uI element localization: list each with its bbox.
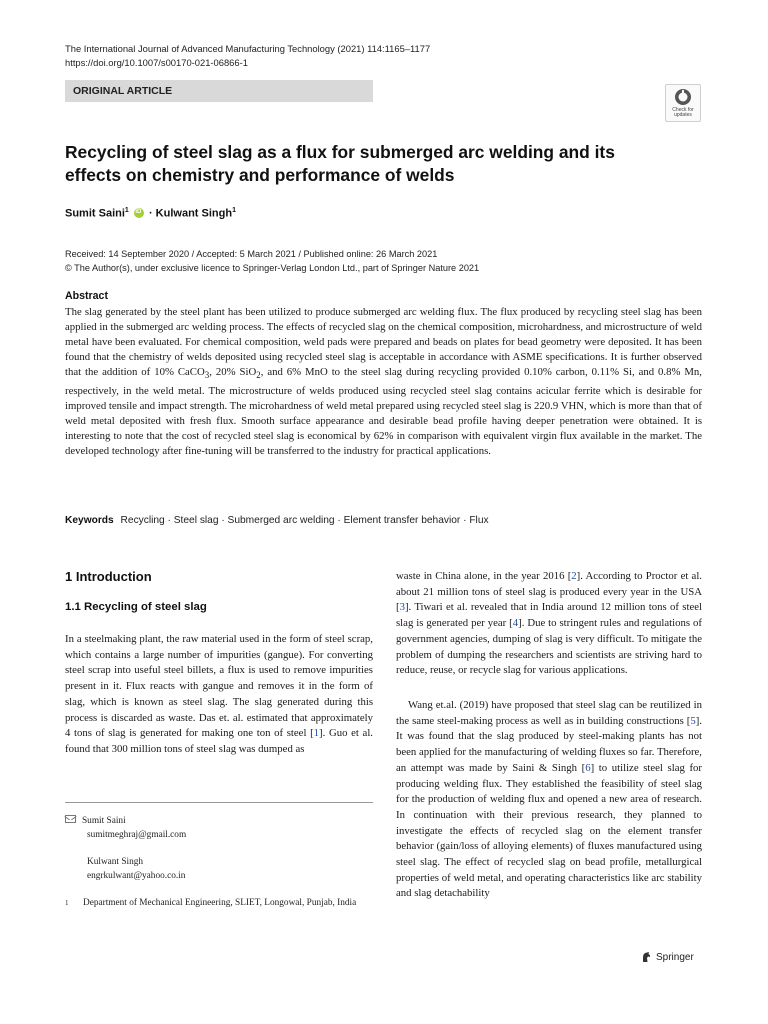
paragraph-text: In a steelmaking plant, the raw material used in the form of steel scrap, which contains a large number of impurities (gangue). For converting steel scrap into useful steel billets, a flux is used to remove impurities present in it. Flux reacts with gangue and removes it in the form of slag, which is known as steel slag. The slag generated during this process is discarded as waste. Das et. al. estimated that approximately 4 tons of slag is generated for making one ton of steel [ — [65, 633, 373, 740]
body-paragraph — [396, 569, 702, 679]
author-email[interactable]: sumitmeghraj@gmail.com — [87, 829, 187, 840]
envelope-icon — [65, 815, 76, 823]
copyright-line: © The Author(s), under exclusive licence to Springer-Verlag London Ltd., part of Springer Nature 2021 — [65, 262, 480, 273]
abstract-text-part: , and 6% MnO to the steel slag during recycling provided 0.10% carbon, 0.11% Si, and 0.8% Mn, respectively, in the weld metal. The microstructure of welds produced using recycled steel slag contains acicular ferrite which is desirable for improved tensile and impact strength. The microhardness of weld metal prepared using recycled steel slag is 220.9 VHN, which is more than that of weld metal deposited with fresh flux. Smooth surface appearance and desirable bead profile having deeper penetration were obtained. It is interesting to note that the cost of recycled steel slag is economical by 62% in comparison with equivalent virgin flux available in the market. The developed technology after fine-tuning will be transferred to the industry for practical applications. — [65, 366, 702, 457]
paragraph-text: ] to utilize steel slag for producing welding flux. They established the feasibility of steel slag for the production of welding flux and opened a new area of research. In continuation with their previous research, they planned to investigate the effects of recycled slag on the element transfer behavior (gain/loss of alloying elements) of fluxes manufactured using steel slag. The effect of recycled slag on bead profile, metallurgical properties of weld metal, and operating characteristics like arc stability and slag detachability — [396, 761, 702, 900]
body-paragraph — [396, 698, 702, 902]
journal-citation: The International Journal of Advanced Manufacturing Technology (2021) 114:1165–1177 — [65, 43, 431, 54]
keywords — [65, 515, 702, 526]
affiliation-text: Department of Mechanical Engineering, SLIET, Longowal, Punjab, India — [83, 898, 357, 908]
author-name-footnote: Kulwant Singh — [87, 857, 144, 867]
author-name[interactable]: Kulwant Singh — [155, 207, 233, 220]
body-paragraph — [65, 632, 373, 758]
footnote-divider — [65, 802, 373, 803]
affiliation — [65, 897, 373, 911]
publication-dates — [65, 248, 685, 275]
check-updates-line2: updates — [674, 112, 692, 119]
citation-link[interactable]: 3 — [399, 601, 405, 614]
abstract-text-part: , 20% SiO — [209, 366, 257, 379]
section-heading: 1 Introduction — [65, 569, 152, 584]
springer-logo-icon — [640, 951, 652, 963]
subsection-heading: 1.1 Recycling of steel slag — [65, 601, 207, 613]
citation-link[interactable]: 6 — [585, 761, 591, 774]
corresponding-author-name: Sumit Saini — [82, 816, 126, 826]
article-title: Recycling of steel slag as a flux for submerged arc welding and its effects on chemistry and performance of welds — [65, 142, 615, 185]
received-accepted-published: Received: 14 September 2020 / Accepted: 5 March 2021 / Published online: 26 March 2021 — [65, 249, 438, 259]
abstract-text-part: The slag generated by the steel plant has been utilized to produce submerged arc welding flux. The flux produced by recycling steel slag has been applied in the submerged arc welding process. The effects of recycled slag on the chemical composition, microhardness, and microstructure of weld metal have been evaluated. For chemical composition, weld pads were prepared and beads on plates for bead geometry were deposited. It has been found that the chemistry of welds deposited using recycled steel slag is acceptable in accordance with ASME specifications. It is further observed that the addition of 10% CaCO — [65, 306, 702, 379]
author-affiliation-mark: 1 — [124, 207, 129, 214]
publisher-footer — [640, 951, 694, 963]
keywords-label: Keywords — [65, 515, 114, 526]
footnotes — [65, 815, 373, 911]
check-for-updates-badge[interactable] — [665, 84, 701, 122]
article-type-banner: ORIGINAL ARTICLE — [65, 80, 373, 102]
abstract-text — [65, 305, 702, 459]
keywords-list: Recycling · Steel slag · Submerged arc welding · Element transfer behavior · Flux — [120, 515, 489, 526]
citation-link[interactable]: 2 — [571, 570, 577, 582]
subscript: 2 — [256, 370, 261, 381]
citation-link[interactable]: 4 — [512, 617, 519, 630]
paragraph-text: waste in China alone, in the year 2016 [ — [396, 570, 572, 582]
citation-link[interactable]: 5 — [690, 714, 696, 727]
author-separator: · — [148, 207, 153, 220]
citation-link[interactable]: 1 — [313, 727, 320, 740]
author-list — [65, 207, 236, 220]
subscript: 3 — [204, 370, 210, 381]
paragraph-text: ]. Tiwari et al. revealed that in India around 12 million tons of steel slag is generated per year [ — [396, 601, 702, 630]
author-name[interactable]: Sumit Saini — [65, 207, 125, 220]
publisher-name: Springer — [656, 951, 694, 963]
paragraph-text: Wang et.al. (2019) have proposed that steel slag can be reutilized in the same steel-making process as well as in building constructions [ — [396, 699, 702, 727]
paragraph-text: ]. According to Proctor et al. about 21 million tons of steel slag is produced every year in the USA [ — [396, 570, 702, 614]
doi-link[interactable]: https://doi.org/10.1007/s00170-021-06866-1 — [65, 57, 248, 68]
corresponding-author — [65, 815, 373, 829]
author-email[interactable]: engrkulwant@yahoo.co.in — [87, 870, 186, 881]
paragraph-text: ]. It was found that the slag produced by steel-making plants has not been applied for the manufacturing of welding fluxes so far. Therefore, an attempt was made by Saini & Singh [ — [396, 714, 702, 774]
affiliation-number: 1 — [65, 899, 69, 907]
check-updates-line1: Check for — [672, 107, 694, 113]
journal-header — [65, 42, 665, 70]
orcid-icon[interactable] — [134, 208, 144, 218]
author-affiliation-mark: 1 — [232, 207, 236, 214]
paragraph-text: ]. Guo et al. found that 300 million tons of steel slag was dumped as — [65, 727, 373, 755]
paragraph-text: ]. Due to stringent rules and regulations of government agencies, dumping of slag is very difficult. To mitigate the problem of dumping the researchers and scientists are striving hard to reduce, reuse, or recycle slag for various applications. — [396, 617, 702, 677]
check-updates-icon — [674, 88, 692, 106]
abstract-heading: Abstract — [65, 290, 108, 302]
